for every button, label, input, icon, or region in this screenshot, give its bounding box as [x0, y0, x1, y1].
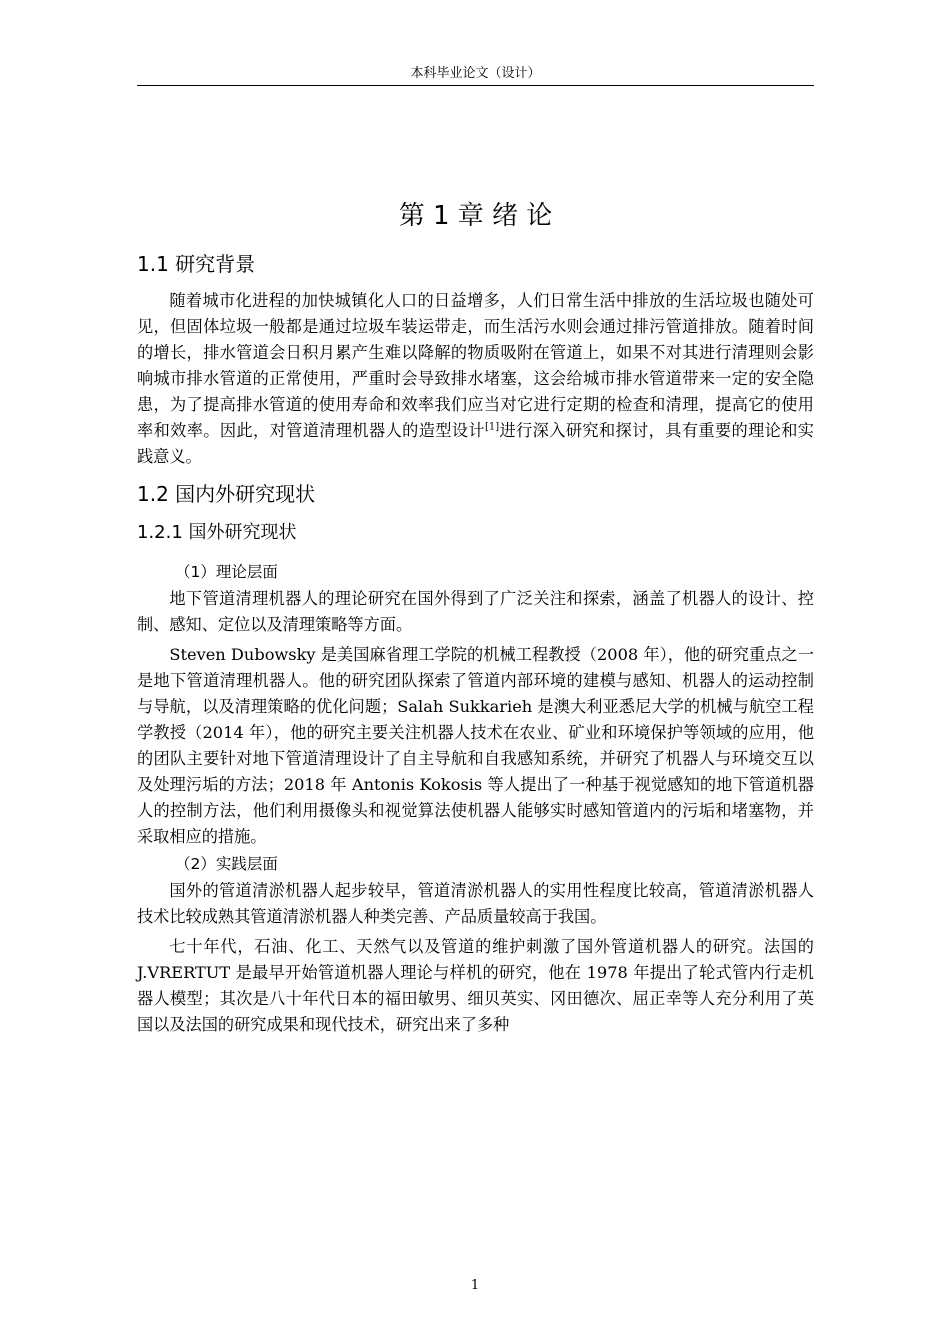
paragraph-text: 进行深入研究和探讨，具有重要的理论和实践意义。: [137, 421, 814, 466]
paragraph-practice-1: 国外的管道清淤机器人起步较早，管道清淤机器人的实用性程度比较高，管道清淤机器人技术比较成熟其管道清淤机器人种类完善、产品质量较高于我国。: [137, 881, 814, 926]
header-rule: [137, 85, 814, 86]
paragraph-text: 随着城市化进程的加快城镇化人口的日益增多，人们日常生活中排放的生活垃圾也随处可见，但固体垃圾一般都是通过垃圾车装运带走，而生活污水则会通过排污管道排放。随着时间的增长，排水管道会日积月累产生难以降解的物质吸附在管道上，如果不对其进行清理则会影响城市排水管道的正常使用，严重时会导致排水堵塞，这会给城市排水管道带来一定的安全隐患，为了提高排水管道的使用寿命和效率我们应当对它进行定期的检查和清理，提高它的使用率和效率。因此，对管道清理机器人的造型设计: [137, 291, 814, 440]
page-content: [137, 196, 814, 1042]
chapter-title: 第 1 章 绪 论: [398, 201, 553, 231]
paragraph-theory-2: Steven Dubowsky 是美国麻省理工学院的机械工程教授（2008 年），他的研究重点之一是地下管道清理机器人。他的研究团队探索了管道内部环境的建模与感知、机器人的运动控制与导航，以及清理策略的优化问题；Salah Sukkarieh 是澳大利亚悉尼大学的机械与航空工程学教授（2014 年），他的研究主要关注机器人技术在农业、矿业和环境保护等领域的应用，他的团队主要针对地下管道清理设计了自主导航和自我感知系统，并研究了机器人与环境交互以及处理污垢的方法；2018 年 Antonis Kokosis 等人提出了一种基于视觉感知的地下管道机器人的控制方法，他们利用摄像头和视觉算法使机器人能够实时感知管道内的污垢和堵塞物，并采取相应的措施。: [137, 645, 814, 846]
citation-reference: [1]: [484, 421, 500, 433]
section-heading-1-1: 1.1 研究背景: [137, 252, 256, 276]
paragraph-theory-1: 地下管道清理机器人的理论研究在国外得到了广泛关注和探索，涵盖了机器人的设计、控制、感知、定位以及清理策略等方面。: [137, 589, 814, 634]
paragraph-practice-2: 七十年代，石油、化工、天然气以及管道的维护刺激了国外管道机器人的研究。法国的 J.VRERTUT 是最早开始管道机器人理论与样机的研究，他在 1978 年提出了轮式管内行走机器人模型；其次是八十年代日本的福田敏男、细贝英实、冈田德次、屈正幸等人充分利用了英国以及法国的研究成果和现代技术，研究出来了多种: [137, 937, 814, 1034]
page-header: 本科毕业论文（设计）: [410, 66, 541, 81]
subheading-theory: （1）理论层面: [175, 563, 278, 581]
subheading-practice: （2）实践层面: [175, 855, 278, 873]
page-number: 1: [470, 1278, 480, 1293]
section-heading-1-2: 1.2 国内外研究现状: [137, 482, 316, 506]
section-heading-1-2-1: 1.2.1 国外研究现状: [137, 522, 297, 543]
paragraph-research-background: [137, 288, 814, 470]
